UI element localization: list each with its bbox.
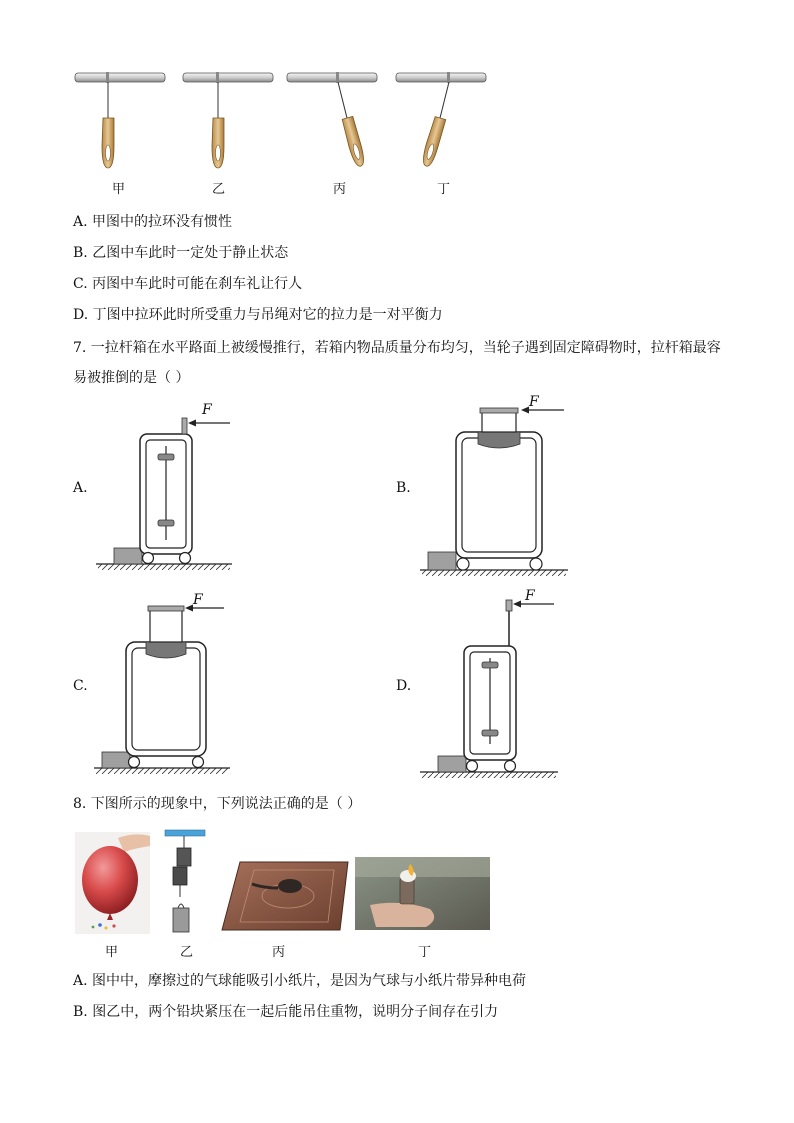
q8-option-a: A. 图中中，摩擦过的气球能吸引小纸片，是因为气球与小纸片带异种电荷 — [73, 973, 527, 989]
q8-fig-yi-lead-blocks — [165, 830, 205, 932]
q7-option-a-label: A. — [73, 480, 88, 496]
q6-label-jia: 甲 — [112, 182, 126, 197]
q8-label-yi: 乙 — [180, 945, 194, 960]
q7-option-b-label: B. — [396, 480, 411, 496]
q6-option-a: A. 甲图中的拉环没有惯性 — [73, 214, 233, 230]
q8-stem: 8. 下图所示的现象中，下列说法正确的是（ ） — [73, 796, 362, 812]
q6-label-bing: 丙 — [333, 182, 347, 197]
q7-force-label-d: F — [525, 588, 535, 604]
q6-option-c: C. 丙图中车此时可能在刹车礼让行人 — [73, 276, 303, 292]
q6-option-d: D. 丁图中拉环此时所受重力与吊绳对它的拉力是一对平衡力 — [73, 307, 443, 323]
q7-force-label-a: F — [202, 402, 212, 418]
q7-option-c-label: C. — [73, 678, 88, 694]
q7-stem-line1: 7. 一拉杆箱在水平路面上被缓慢推行，若箱内物品质量分布均匀，当轮子遇到固定障碍物时，拉杆箱最容 — [73, 340, 721, 356]
q8-fig-ding-lighter-photo — [355, 857, 490, 930]
q7-force-label-c: F — [193, 592, 203, 608]
q6-option-b: B. 乙图中车此时一定处于静止状态 — [73, 245, 289, 261]
q8-label-bing: 丙 — [272, 945, 286, 960]
q7-stem-line2: 易被推倒的是（ ） — [73, 370, 190, 386]
q6-label-yi: 乙 — [212, 182, 226, 197]
q8-fig-jia-balloon-photo — [75, 832, 150, 934]
q7-force-label-b: F — [529, 394, 539, 410]
q8-label-ding: 丁 — [418, 945, 432, 960]
q7-option-d-label: D. — [396, 678, 412, 694]
q8-label-jia: 甲 — [105, 945, 119, 960]
q8-option-b: B. 图乙中，两个铅块紧压在一起后能吊住重物，说明分子间存在引力 — [73, 1004, 499, 1020]
q6-label-ding: 丁 — [437, 182, 451, 197]
q8-fig-bing-compass — [220, 860, 350, 932]
